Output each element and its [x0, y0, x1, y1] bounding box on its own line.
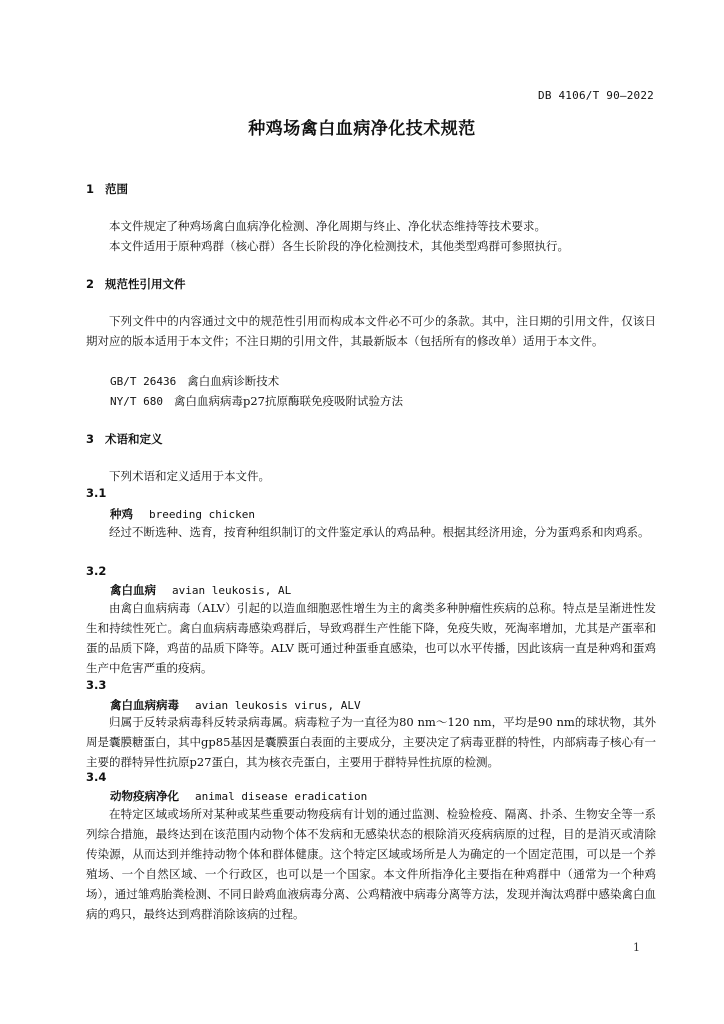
term-name-cn: 动物疫病净化 [110, 789, 179, 803]
term-name-cn: 种鸡 [110, 507, 133, 521]
standard-number: DB 4106/T 90—2022 [538, 89, 654, 102]
scope-paragraph-2: 本文件适用于原种鸡群（核心群）各生长阶段的净化检测技术，其他类型鸡群可参照执行。 [109, 239, 569, 253]
section-heading-scope [86, 181, 128, 197]
terms-intro: 下列术语和定义适用于本文件。 [109, 469, 270, 483]
reference-item [110, 391, 403, 412]
term-number: 3.4 [86, 770, 107, 784]
page-title: 种鸡场禽白血病净化技术规范 [248, 119, 476, 139]
page-number: 1 [633, 941, 640, 954]
section-number: 2 [86, 277, 95, 291]
term-number: 3.1 [86, 486, 107, 500]
term-name-en: avian leukosis, AL [172, 584, 292, 597]
reference-name: 禽白血病病毒p27抗原酶联免疫吸附试验方法 [173, 394, 403, 408]
section-title: 术语和定义 [105, 432, 163, 446]
term-definition: 经过不断选种、选育，按育种组织制订的文件鉴定承认的鸡品种。根据其经济用途，分为蛋鸡系和肉鸡系。 [109, 525, 650, 539]
section-number: 3 [86, 432, 95, 446]
term-heading [110, 697, 361, 713]
reference-item [110, 371, 279, 392]
scope-paragraph-1: 本文件规定了种鸡场禽白血病净化检测、净化周期与终止、净化状态维持等技术要求。 [109, 219, 546, 233]
term-name-cn: 禽白血病 [110, 583, 156, 597]
references-paragraph: 下列文件中的内容通过文中的规范性引用而构成本文件必不可少的条款。其中，注日期的引用文件，仅该日期对应的版本适用于本文件；不注日期的引用文件，其最新版本（包括所有的修改单）适用于本文件。 [86, 314, 656, 348]
term-heading [110, 582, 291, 598]
term-heading [110, 788, 367, 804]
term-name-cn: 禽白血病病毒 [110, 698, 179, 712]
section-title: 范围 [105, 182, 128, 196]
section-heading-normative-references [86, 276, 186, 292]
section-number: 1 [86, 182, 95, 196]
reference-code: NY/T 680 [110, 395, 163, 408]
reference-code: GB/T 26436 [110, 375, 177, 388]
term-heading [110, 506, 255, 522]
term-definition: 在特定区域或场所对某种或某些重要动物疫病有计划的通过监测、检验检疫、隔离、扑杀、生物安全等一系列综合措施，最终达到在该范围内动物个体不发病和无感染状态的根除消灭疫病病原的过程，目的是消灭或清除传染源，从而达到并维持动物个体和群体健康。这个特定区域或场所是人为确定的一个固定范围，可以是一个养殖场、一个自然区域、一个行政区，也可以是一个国家。本文件所指净化主要指在种鸡群中（通常为一个种鸡场），通过雏鸡胎粪检测、不同日龄鸡血液病毒分离、公鸡精液中病毒分离等方法，发现并淘汰鸡群中感染禽白血病的鸡只，最终达到鸡群消除该病的过程。 [86, 807, 656, 921]
term-name-en: animal disease eradication [195, 790, 368, 803]
section-title: 规范性引用文件 [105, 277, 186, 291]
term-number: 3.3 [86, 678, 107, 692]
term-definition: 归属于反转录病毒科反转录病毒属。病毒粒子为一直径为80 nm～120 nm，平均是90 nm的球状物，其外周是囊膜糖蛋白，其中gp85基因是囊膜蛋白表面的主要成分，主要决定了病毒亚群的特性，内部病毒子核心有一主要的群特异性抗原p27蛋白，其为核衣壳蛋白，主要用于群特异性抗原的检测。 [86, 715, 656, 769]
reference-name: 禽白血病诊断技术 [187, 374, 280, 388]
term-name-en: avian leukosis virus, ALV [195, 699, 361, 712]
term-name-en: breeding chicken [149, 508, 255, 521]
term-number: 3.2 [86, 564, 107, 578]
section-heading-terms [86, 431, 163, 447]
term-definition: 由禽白血病病毒（ALV）引起的以造血细胞恶性增生为主的禽类多种肿瘤性疾病的总称。特点是呈渐进性发生和持续性死亡。禽白血病病毒感染鸡群后，导致鸡群生产性能下降，免疫失败，死淘率增加，尤其是产蛋率和蛋的品质下降，鸡苗的品质下降等。ALV 既可通过种蛋垂直感染，也可以水平传播，因此该病一直是种鸡和蛋鸡生产中危害严重的疫病。 [86, 601, 656, 675]
